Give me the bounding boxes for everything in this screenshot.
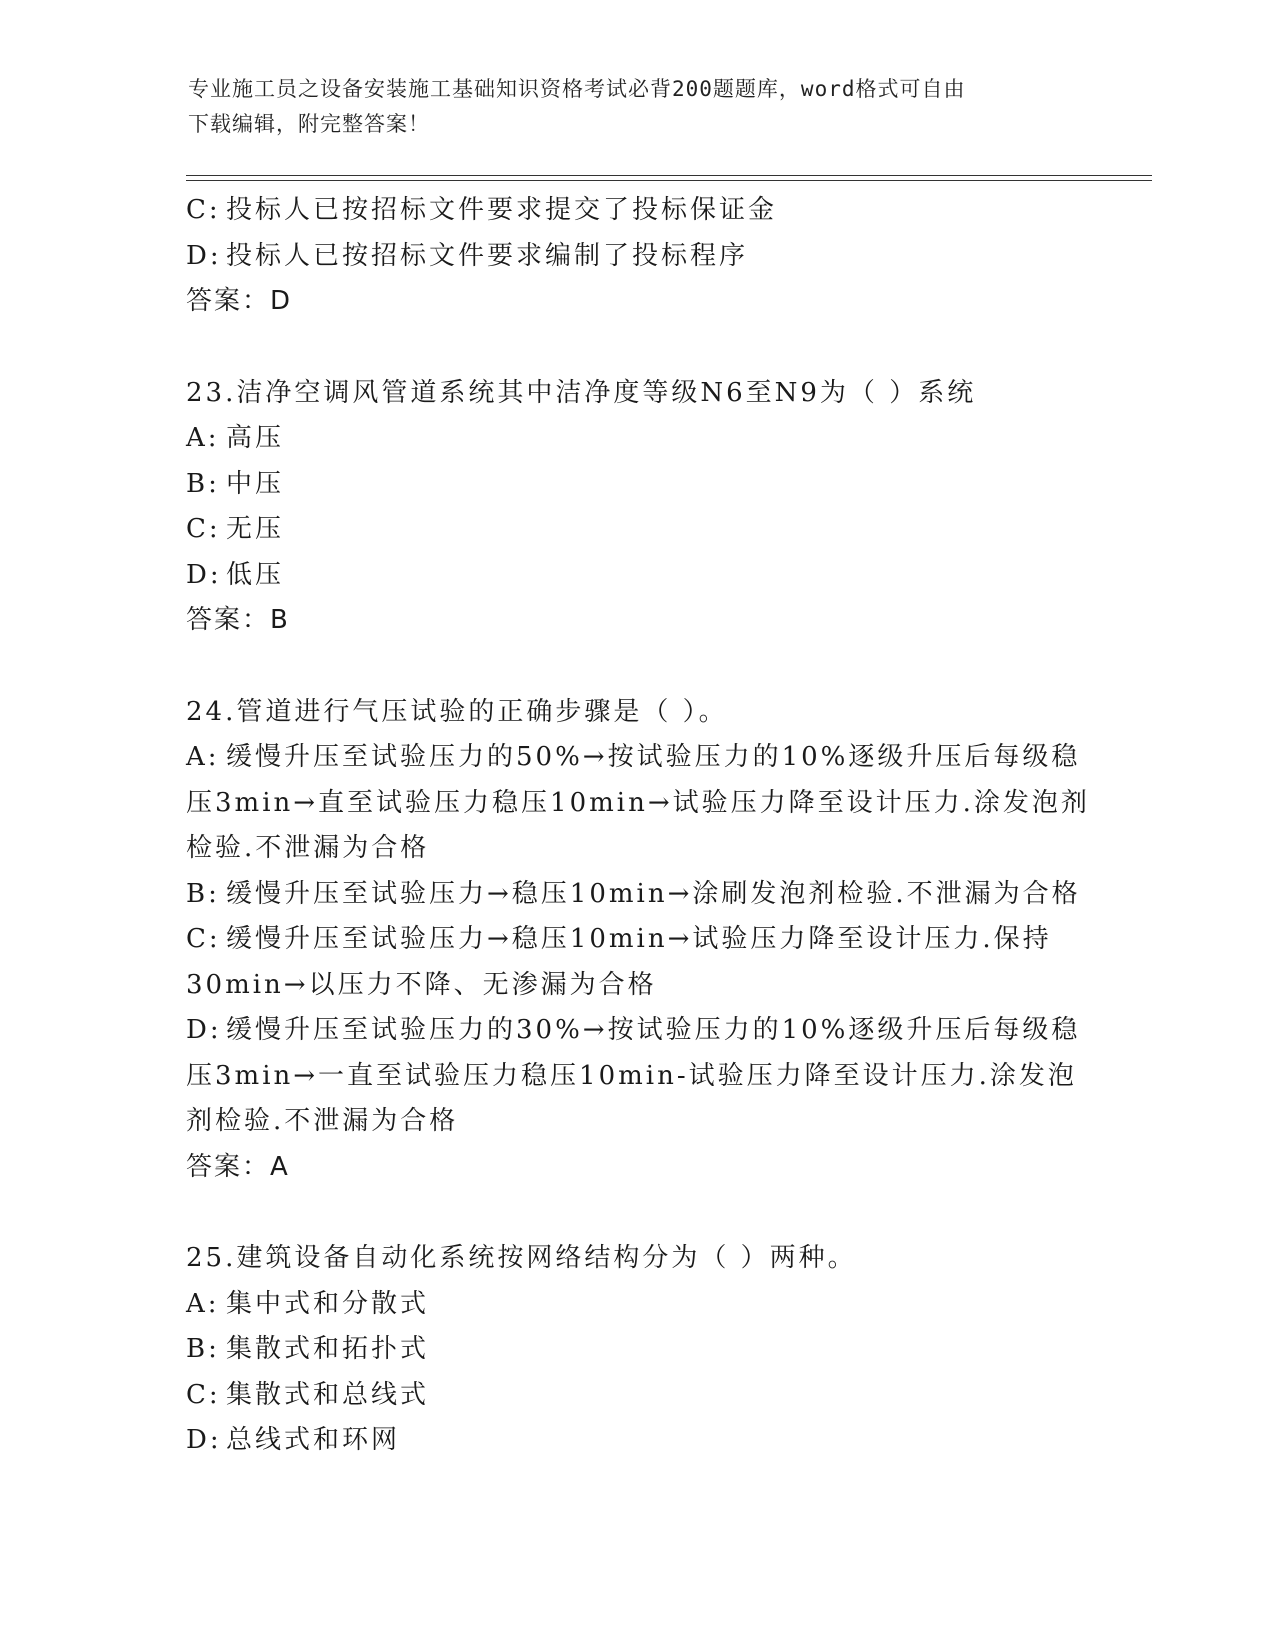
question-content bbox=[186, 188, 1090, 1464]
q24-option-c-line-1: C: 缓慢升压至试验压力→稳压10min→试验压力降至设计压力.保持 bbox=[186, 924, 1052, 954]
q23-option-a: A: 高压 bbox=[186, 423, 285, 453]
q23-option-c: C: 无压 bbox=[186, 514, 285, 544]
q24-option-b-line-1: B: 缓慢升压至试验压力→稳压10min→涂刷发泡剂检验.不泄漏为合格 bbox=[186, 878, 1081, 909]
q24-option-a-line-2: 压3min→直至试验压力稳压10min→试验压力降至设计压力.涂发泡剂 bbox=[186, 787, 1090, 818]
q24-option-d-line-1: D: 缓慢升压至试验压力的30%→按试验压力的10%逐级升压后每级稳 bbox=[186, 1015, 1081, 1045]
q24-option-d-line-2: 压3min→一直至试验压力稳压10min-试验压力降至设计压力.涂发泡 bbox=[186, 1060, 1077, 1091]
q24-answer: 答案：A bbox=[186, 1151, 290, 1182]
q24-option-d-line-3: 剂检验.不泄漏为合格 bbox=[186, 1106, 459, 1136]
q24-option-c-line-2: 30min→以压力不降、无渗漏为合格 bbox=[186, 969, 657, 1000]
q25-option-b: B: 集散式和拓扑式 bbox=[186, 1334, 430, 1364]
q23-answer: 答案：B bbox=[186, 605, 290, 635]
header-line-2: 下载编辑，附完整答案！ bbox=[188, 112, 430, 136]
q25-option-d: D: 总线式和环网 bbox=[186, 1425, 401, 1455]
q24-question: 24.管道进行气压试验的正确步骤是（ ）。 bbox=[186, 696, 728, 727]
header-divider-bottom bbox=[186, 180, 1152, 181]
q23-option-b: B: 中压 bbox=[186, 468, 285, 499]
q24-option-a-line-1: A: 缓慢升压至试验压力的50%→按试验压力的10%逐级升压后每级稳 bbox=[186, 742, 1081, 772]
q23-option-d: D: 低压 bbox=[186, 559, 285, 590]
q23-question: 23.洁净空调风管道系统其中洁净度等级N6至N9为（ ）系统 bbox=[186, 377, 977, 408]
header-line-1: 专业施工员之设备安装施工基础知识资格考试必背200题题库，word格式可自由 bbox=[188, 77, 966, 101]
header-divider-top bbox=[186, 175, 1152, 176]
document-header bbox=[188, 72, 1088, 142]
q25-option-a: A: 集中式和分散式 bbox=[186, 1288, 430, 1319]
q25-question: 25.建筑设备自动化系统按网络结构分为（ ）两种。 bbox=[186, 1243, 857, 1273]
q22-option-d: D: 投标人已按招标文件要求编制了投标程序 bbox=[186, 240, 749, 271]
q22-answer: 答案：D bbox=[186, 286, 293, 316]
q25-option-c: C: 集散式和总线式 bbox=[186, 1379, 430, 1410]
q24-option-a-line-3: 检验.不泄漏为合格 bbox=[186, 833, 430, 863]
q22-option-c: C: 投标人已按招标文件要求提交了投标保证金 bbox=[186, 195, 778, 225]
